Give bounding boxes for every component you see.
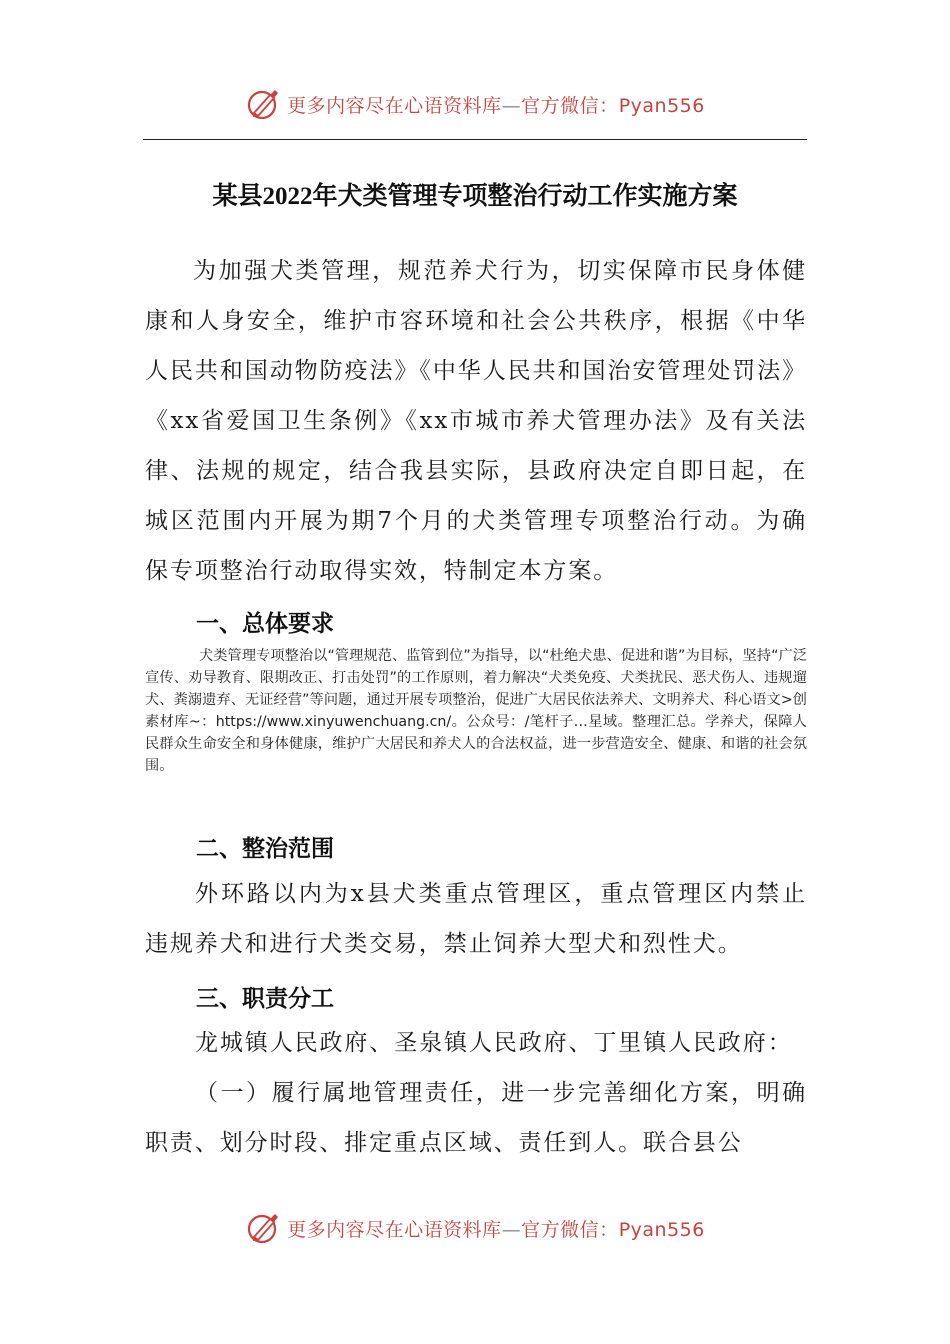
header-divider [143,139,807,140]
section-heading-responsibilities: 三、职责分工 [196,986,334,1012]
pen-logo-icon [245,86,281,122]
section-heading-scope: 二、整治范围 [196,836,334,862]
pen-logo-icon [245,1210,281,1246]
responsibility-item-1: （一）履行属地管理责任，进一步完善细化方案，明确职责、划分时段、排定重点区域、责任到人。联合县公 [145,1080,807,1156]
responsible-towns-line: 龙城镇人民政府、圣泉镇人民政府、丁里镇人民政府： [195,1030,793,1056]
document-title: 某县2022年犬类管理专项整治行动工作实施方案 [212,183,738,210]
header-watermark-banner [0,84,950,124]
intro-paragraph: 为加强犬类管理，规范养犬行为，切实保障市民身体健康和人身安全，维护市容环境和社会公共秩序，根据《中华人民共和国动物防疫法》《中华人民共和国治安管理处罚法》《xx省爱国卫生条例》《xx市城市养犬管理办法》及有关法律、法规的规定，结合我县实际，县政府决定自即日起，在城区范围内开展为期7个月的犬类管理专项整治行动。为确保专项整治行动取得实效，特制定本方案。 [145,258,807,584]
watermark-text: 更多内容尽在心语资料库—官方微信：Pyan556 [287,94,705,117]
section-heading-overall-requirements: 一、总体要求 [196,611,334,637]
section-body-overall-requirements: 犬类管理专项整治以“管理规范、监管到位”为指导，以“杜绝犬患、促进和谐”为目标，坚持“广泛宣传、劝导教育、限期改正、打击处罚”的工作原则，着力解决“犬类免疫、犬类扰民、恶犬伤人、违规遛犬、粪溺遗弃、无证经营”等问题，通过开展专项整治，促进广大居民依法养犬、文明养犬、科心语文>创素材库~：https://www.xinyuwenchuang.cn/。公众号：/笔杆子…星域。整理汇总。学养犬，保障人民群众生命安全和身体健康，维护广大居民和养犬人的合法权益，进一步营造安全、健康、和谐的社会氛围。 [145,648,807,774]
watermark-text: 更多内容尽在心语资料库—官方微信：Pyan556 [287,1218,705,1241]
footer-watermark-banner [0,1208,950,1248]
section-body-scope: 外环路以内为x县犬类重点管理区，重点管理区内禁止违规养犬和进行犬类交易，禁止饲养大型犬和烈性犬。 [145,881,807,957]
